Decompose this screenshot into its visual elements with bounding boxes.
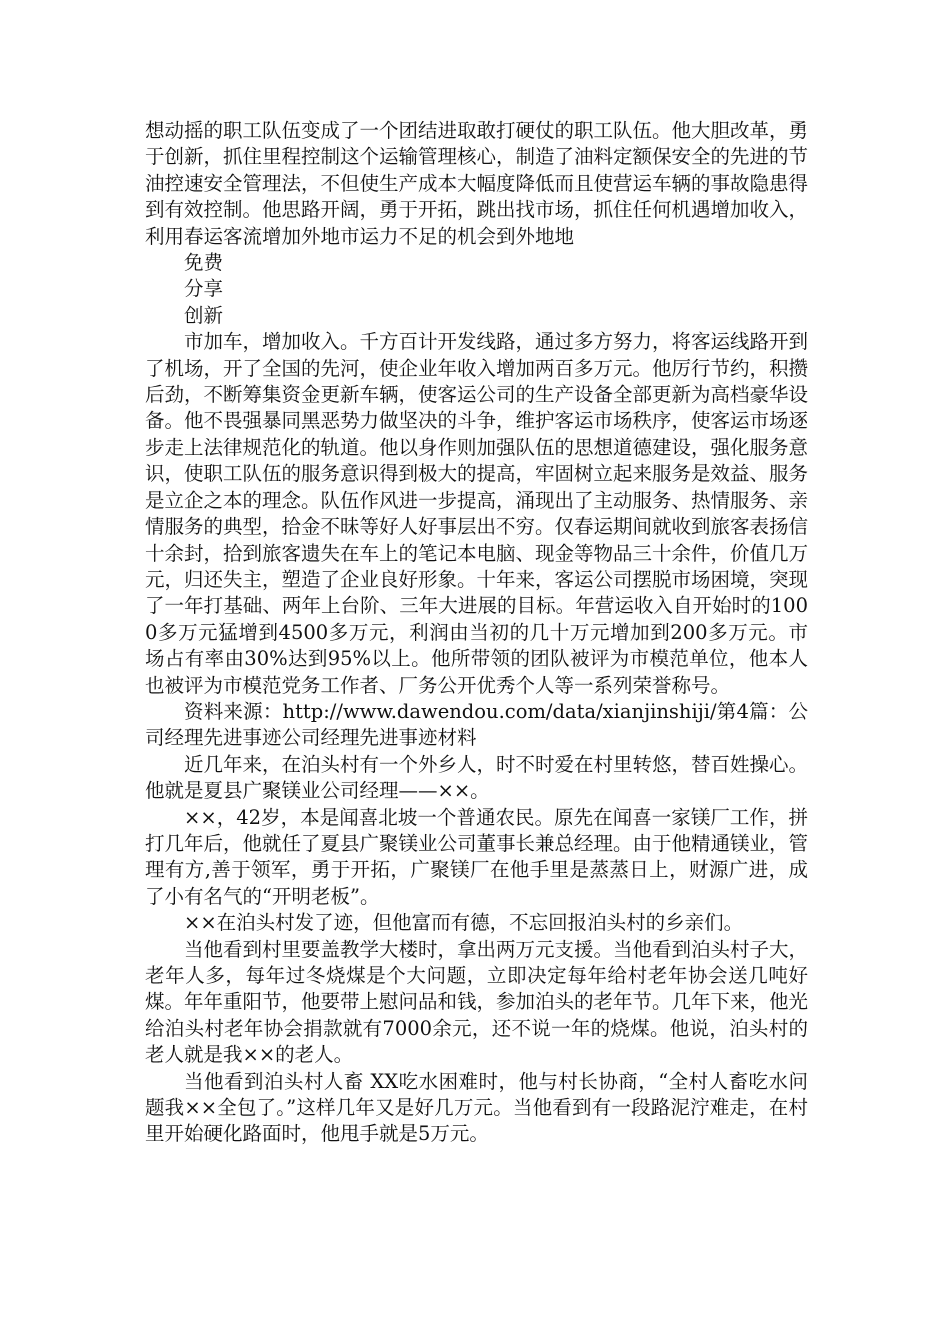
paragraph-innovate: 创新 (184, 303, 224, 327)
paragraph-4: ××，42岁，本是闻喜北坡一个普通农民。原先在闻喜一家镁厂工作，拼打几年后，他就任了夏县广聚镁业公司董事长兼总经理。由于他精通镁业，管理有方,善于领军，勇于开拓，广聚镁厂在他手里是蒸蒸日上，财源广进，成了小有名气的“开明老板”。 (145, 805, 809, 908)
paragraph-7: 当他看到泊头村人畜 XX吃水困难时，他与村长协商，“全村人畜吃水问题我××全包了。”这样几年又是好几万元。当他看到有一段路泥泞难走，在村里开始硬化路面时，他甩手就是5万元。 (145, 1069, 808, 1146)
document-page (145, 118, 808, 1148)
paragraph-6: 当他看到村里要盖教学大楼时，拿出两万元支援。当他看到泊头村子大，老年人多，每年过冬烧煤是个大问题，立即决定每年给村老年协会送几吨好煤。年年重阳节，他要带上慰问品和钱，参加泊头的老年节。几年下来，他光给泊头村老年协会捐款就有7000余元，还不说一年的烧煤。他说，泊头村的老人就是我××的老人。 (145, 937, 809, 1067)
paragraph-1: 想动摇的职工队伍变成了一个团结进取敢打硬仗的职工队伍。他大胆改革，勇于创新，抓住里程控制这个运输管理核心，制造了油料定额保安全的先进的节油控速安全管理法，不但使生产成本大幅度降低而且使营运车辆的事故隐患得到有效控制。他思路开阔，勇于开拓，跳出找市场，抓住任何机遇增加收入，利用春运客流增加外地市运力不足的机会到外地地 (145, 119, 809, 248)
paragraph-5: ××在泊头村发了迹，但他富而有德，不忘回报泊头村的乡亲们。 (184, 911, 744, 935)
paragraph-share: 分享 (184, 277, 224, 301)
paragraph-3: 近几年来，在泊头村有一个外乡人，时不时爱在村里转悠，替百姓操心。他就是夏县广聚镁业公司经理——××。 (145, 752, 809, 803)
paragraph-2: 市加车，增加收入。千方百计开发线路，通过多方努力，将客运线路开到了机场，开了全国的先河，使企业年收入增加两百多万元。他厉行节约，积攒后劲，不断筹集资金更新车辆，使客运公司的生产设备全部更新为高档豪华设备。他不畏强暴同黑恶势力做坚决的斗争，维护客运市场秩序，使客运市场逐步走上法律规范化的轨道。他以身作则加强队伍的思想道德建设，强化服务意识，使职工队伍的服务意识得到极大的提高，牢固树立起来服务是效益、服务是立企之本的理念。队伍作风进一步提高，涌现出了主动服务、热情服务、亲情服务的典型，拾金不昧等好人好事层出不穷。仅春运期间就收到旅客表扬信十余封，拾到旅客遗失在车上的笔记本电脑、现金等物品三十余件，价值几万元，归还失主，塑造了企业良好形象。十年来，客运公司摆脱市场困境，突现了一年打基础、两年上台阶、三年大进展的目标。年营运收入自开始时的1000多万元猛增到4500多万元，利润由当初的几十万元增加到200多万元。市场占有率由30%达到95%以上。他所带领的团队被评为市模范单位，他本人也被评为市模范党务工作者、厂务公开优秀个人等一系列荣誉称号。 (145, 330, 809, 697)
paragraph-free: 免费 (184, 251, 224, 275)
paragraph-source: 资料来源：http://www.dawendou.com/data/xianjinshiji/第4篇：公司经理先进事迹公司经理先进事迹材料 (145, 699, 808, 750)
